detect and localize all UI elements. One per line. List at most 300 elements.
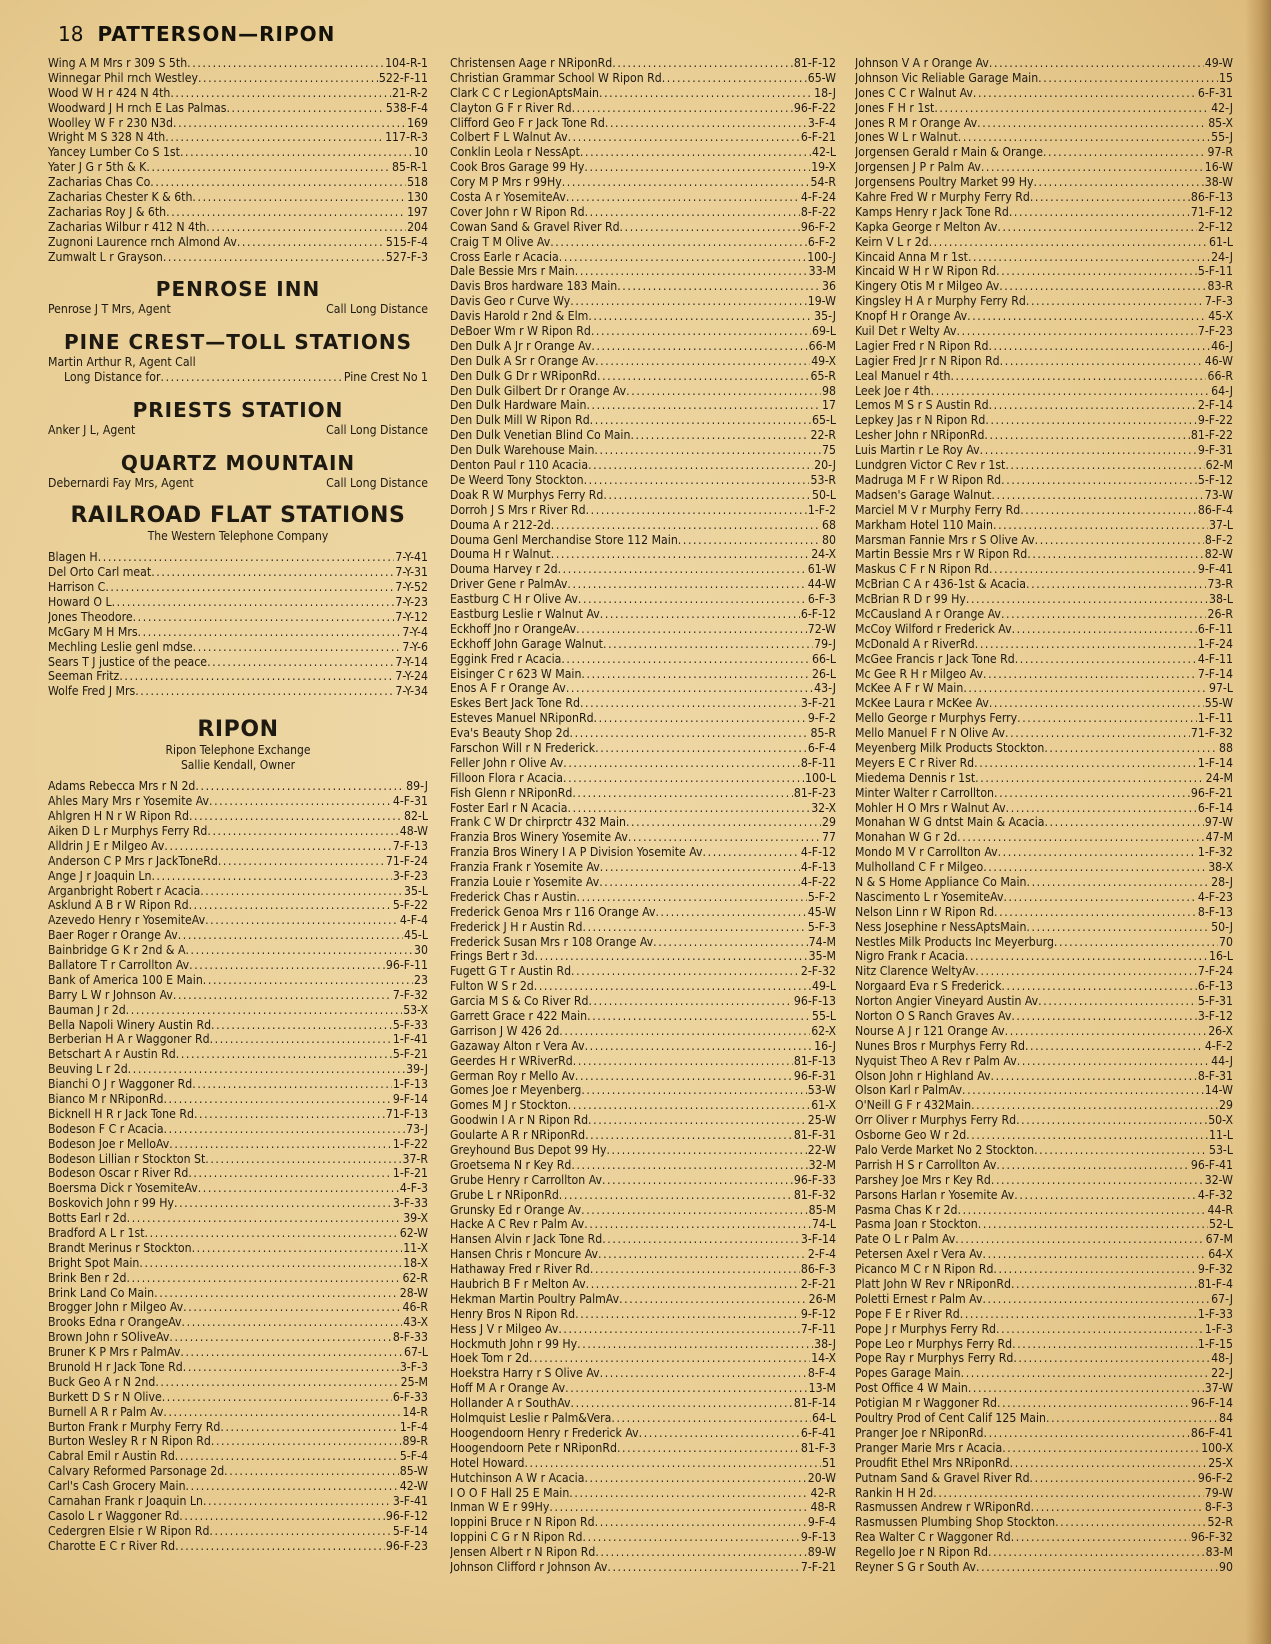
listing-row bbox=[855, 250, 1233, 265]
listing-number: 98 bbox=[822, 383, 836, 398]
leader-dots bbox=[176, 1047, 392, 1062]
leader-dots bbox=[626, 384, 821, 399]
leader-dots bbox=[599, 86, 813, 101]
listing-row bbox=[450, 458, 836, 473]
listing-number: 43-X bbox=[403, 1315, 428, 1330]
listing-row bbox=[48, 250, 428, 265]
listing-number: 21-R-2 bbox=[392, 85, 428, 100]
listing-row bbox=[855, 860, 1233, 875]
listing-row bbox=[855, 786, 1233, 801]
leader-dots bbox=[154, 1286, 399, 1301]
listing-name: Den Dulk A Jr r Orange Av bbox=[450, 338, 592, 353]
leader-dots bbox=[1016, 1113, 1207, 1128]
listing-row bbox=[855, 1069, 1233, 1084]
leader-dots bbox=[594, 443, 821, 458]
leader-dots bbox=[575, 264, 808, 279]
listing-row bbox=[855, 905, 1233, 920]
listing-number: 1-F-32 bbox=[1197, 845, 1233, 860]
listing-number: 8-F-33 bbox=[392, 1330, 428, 1345]
listing-name: Mechling Leslie genl mdse bbox=[48, 639, 193, 654]
leader-dots bbox=[187, 56, 384, 71]
listing-name: Foster Earl r N Acacia bbox=[450, 800, 568, 815]
listing-name: Lundgren Victor C Rev r 1st bbox=[855, 458, 1006, 473]
listing-name: Hoogendoorn Henry r Frederick Av bbox=[450, 1425, 639, 1440]
listing-row bbox=[855, 1217, 1233, 1232]
listing-name: Fugett G T r Austin Rd bbox=[450, 964, 572, 979]
listing-name: Leek Joe r 4th bbox=[855, 383, 931, 398]
listing-row bbox=[855, 711, 1233, 726]
listing-number: 35-M bbox=[808, 949, 836, 964]
listing-number: 25-W bbox=[807, 1113, 836, 1128]
leader-dots bbox=[583, 1530, 800, 1545]
leader-dots bbox=[559, 1024, 810, 1039]
listing-number: 9-F-14 bbox=[392, 1091, 428, 1106]
leader-dots bbox=[561, 652, 811, 667]
leader-dots bbox=[1014, 1188, 1197, 1203]
listing-row bbox=[450, 1009, 836, 1024]
listing-row bbox=[48, 1062, 428, 1077]
leader-dots bbox=[1020, 503, 1197, 518]
listing-row bbox=[855, 815, 1233, 830]
leader-dots bbox=[175, 1449, 399, 1464]
listing-number: 80 bbox=[822, 532, 836, 547]
listing-name: Nunes Bros r Murphys Ferry Rd bbox=[855, 1038, 1025, 1053]
listing-name: Farschon Will r N Frederick bbox=[450, 740, 596, 755]
listing-name: Ange J r Joaquin Ln bbox=[48, 868, 152, 883]
listing-name: Zacharias Chas Co bbox=[48, 175, 151, 190]
listing-row bbox=[855, 562, 1233, 577]
listing-name: Enos A F r Orange Av bbox=[450, 681, 566, 696]
listing-number: 4-F-32 bbox=[1197, 1187, 1233, 1202]
listing-row bbox=[450, 1054, 836, 1069]
listing-row bbox=[450, 696, 836, 711]
listing-row bbox=[450, 1381, 836, 1396]
listing-number: 65-L bbox=[811, 413, 836, 428]
listing-name: Bright Spot Main bbox=[48, 1255, 140, 1270]
listing-number: 32-X bbox=[811, 800, 836, 815]
leader-dots bbox=[194, 1107, 385, 1122]
listing-number: 19-X bbox=[811, 160, 836, 175]
listing-row bbox=[48, 973, 428, 988]
listing-name: Cory M P Mrs r 99Hy bbox=[450, 175, 562, 190]
listing-row bbox=[855, 637, 1233, 652]
listing-number: 3-F-21 bbox=[800, 696, 836, 711]
leader-dots bbox=[594, 711, 807, 726]
listing-row bbox=[48, 1047, 428, 1062]
listing-row bbox=[855, 1039, 1233, 1054]
listing-name: Eastburg Leslie r Walnut Av bbox=[450, 606, 600, 621]
leader-dots bbox=[994, 905, 1197, 920]
listing-name: Eskes Bert Jack Tone Rd bbox=[450, 696, 580, 711]
listing-number: 62-W bbox=[399, 1225, 428, 1240]
leader-dots bbox=[551, 547, 810, 562]
listing-row bbox=[48, 1375, 428, 1390]
listing-name: Proudfit Ethel Mrs NRiponRd bbox=[855, 1455, 1010, 1470]
leader-dots bbox=[169, 1330, 391, 1345]
leader-dots bbox=[585, 1039, 814, 1054]
listing-row bbox=[48, 684, 428, 699]
listing-number: 79-J bbox=[814, 636, 836, 651]
listing-number: 9-F-32 bbox=[1197, 1262, 1233, 1277]
listing-name: Mc Gee R H r Milgeo Av bbox=[855, 666, 983, 681]
listing-name: Monahan W G r 2d bbox=[855, 830, 958, 845]
listing-number: 96-F-32 bbox=[1190, 1530, 1233, 1545]
listing-row bbox=[855, 1292, 1233, 1307]
listing-number: 35-L bbox=[403, 883, 428, 898]
listing-number: 11-L bbox=[1208, 1128, 1233, 1143]
listing-number: 16-J bbox=[814, 1038, 836, 1053]
listing-number: 51 bbox=[822, 1455, 836, 1470]
listing-row bbox=[855, 756, 1233, 771]
listing-number: 6-F-12 bbox=[800, 606, 836, 621]
listing-name: Burnell A R r Palm Av bbox=[48, 1404, 164, 1419]
leader-dots bbox=[968, 250, 1210, 265]
listing-name: Christensen Aage r NRiponRd bbox=[450, 56, 613, 70]
listing-name: Buck Geo A r N 2nd bbox=[48, 1374, 156, 1389]
leader-dots bbox=[653, 935, 808, 950]
listing-row bbox=[855, 324, 1233, 339]
leader-dots bbox=[973, 86, 1197, 101]
listing-number: 5-F-22 bbox=[392, 898, 428, 913]
listing-number: 73-J bbox=[406, 1121, 428, 1136]
listing-row bbox=[855, 398, 1233, 413]
listing-number: 7-F-3 bbox=[1204, 294, 1233, 309]
leader-dots bbox=[595, 741, 807, 756]
listing-row bbox=[450, 949, 836, 964]
listing-number: 83-R bbox=[1207, 279, 1233, 294]
leader-dots bbox=[174, 1196, 392, 1211]
leader-dots bbox=[703, 845, 800, 860]
listing-name: Jensen Albert r N Ripon Rd bbox=[450, 1545, 596, 1560]
listing-row bbox=[855, 801, 1233, 816]
listing-row bbox=[855, 920, 1233, 935]
listing-name: Frederick Susan Mrs r 108 Orange Av bbox=[450, 934, 654, 949]
listing-number: 38-X bbox=[1208, 860, 1233, 875]
listing-name: Nascimento L r YosemiteAv bbox=[855, 889, 1004, 904]
listing-row bbox=[48, 565, 428, 580]
listing-row bbox=[450, 592, 836, 607]
listing-row bbox=[450, 145, 836, 160]
listing-name: Cedergren Elsie r W Ripon Rd bbox=[48, 1523, 210, 1538]
listing-name: Berberian H A r Waggoner Rd bbox=[48, 1032, 210, 1047]
listing-number: 23 bbox=[414, 972, 428, 987]
leader-dots bbox=[929, 235, 1208, 250]
listing-row bbox=[855, 1247, 1233, 1262]
listing-name: Goularte A R r NRiponRd bbox=[450, 1128, 586, 1143]
listing-name: Frederick J H r Austin Rd bbox=[450, 919, 583, 934]
listing-number: 15 bbox=[1219, 70, 1233, 85]
listing-name: Leal Manuel r 4th bbox=[855, 368, 951, 383]
listing-row bbox=[855, 696, 1233, 711]
leader-dots bbox=[185, 943, 413, 958]
listing-number: 8-F-22 bbox=[800, 204, 836, 219]
listing-name: N & S Home Appliance Co Main bbox=[855, 874, 1027, 889]
leader-dots bbox=[1017, 711, 1197, 726]
leader-dots bbox=[573, 1054, 793, 1069]
leader-dots bbox=[934, 101, 1210, 116]
leader-dots bbox=[206, 220, 406, 235]
listing-number: 11-X bbox=[403, 1240, 428, 1255]
leader-dots bbox=[591, 339, 807, 354]
listing-number: 68 bbox=[822, 517, 836, 532]
leader-dots bbox=[1046, 1411, 1218, 1426]
listing-row bbox=[855, 369, 1233, 384]
leader-dots bbox=[976, 1560, 1218, 1575]
listing-row bbox=[855, 101, 1233, 116]
listing-row bbox=[450, 1113, 836, 1128]
listing-row bbox=[450, 1203, 836, 1218]
listing-row bbox=[450, 533, 836, 548]
listing-number: 22-W bbox=[807, 1143, 836, 1158]
leader-dots bbox=[559, 250, 806, 265]
leader-dots bbox=[175, 1539, 385, 1554]
listing-row bbox=[48, 779, 428, 794]
listing-row bbox=[48, 1345, 428, 1360]
leader-dots bbox=[1026, 577, 1206, 592]
listing-row bbox=[855, 741, 1233, 756]
listing-row bbox=[855, 1486, 1233, 1501]
listing-number: 67-M bbox=[1205, 1232, 1233, 1247]
listing-row bbox=[450, 1560, 836, 1575]
leader-dots bbox=[1009, 205, 1190, 220]
listing-number: 89-J bbox=[406, 779, 428, 794]
listing-name: McGary M H Mrs bbox=[48, 624, 138, 639]
listing-number: 20-J bbox=[814, 458, 836, 473]
listing-row bbox=[450, 398, 836, 413]
leader-dots bbox=[1002, 1441, 1200, 1456]
leader-dots bbox=[620, 220, 800, 235]
listing-row bbox=[48, 824, 428, 839]
listing-number: 5-F-11 bbox=[1197, 264, 1233, 279]
listing-number: 6-F-13 bbox=[1197, 979, 1233, 994]
leader-dots bbox=[127, 1211, 403, 1226]
listing-row bbox=[450, 771, 836, 786]
listing-number: 100-L bbox=[805, 770, 836, 785]
leader-dots bbox=[1006, 801, 1197, 816]
listing-number: 50-X bbox=[1208, 1113, 1233, 1128]
leader-dots bbox=[931, 384, 1211, 399]
leader-dots bbox=[602, 1232, 800, 1247]
listing-number: 90 bbox=[1219, 1559, 1233, 1574]
listing-row bbox=[855, 294, 1233, 309]
listing-row bbox=[855, 652, 1233, 667]
leader-dots bbox=[563, 756, 800, 771]
listing-name: Frederick Genoa Mrs r 116 Orange Av bbox=[450, 904, 656, 919]
listing-row bbox=[48, 1196, 428, 1211]
listing-row bbox=[48, 794, 428, 809]
listing-number: 1-F-2 bbox=[807, 502, 836, 517]
listing-number: 67-J bbox=[1211, 1291, 1233, 1306]
listing-number: 7-Y-41 bbox=[395, 550, 428, 565]
listing-row bbox=[450, 1098, 836, 1113]
listing-number: 5-F-2 bbox=[807, 889, 836, 904]
leader-dots bbox=[581, 1083, 806, 1098]
listing-number: 38-L bbox=[1208, 592, 1233, 607]
listing-row bbox=[48, 1181, 428, 1196]
listing-number: 69-L bbox=[811, 324, 836, 339]
listing-number: 9-F-2 bbox=[807, 711, 836, 726]
listing-row bbox=[48, 913, 428, 928]
listing-name: Rasmussen Plumbing Shop Stockton bbox=[855, 1515, 1056, 1530]
listing-number: 96-F-33 bbox=[793, 1172, 836, 1187]
leader-dots bbox=[550, 235, 807, 250]
listing-row bbox=[450, 1471, 836, 1486]
leader-dots bbox=[211, 1018, 392, 1033]
listing-number: 4-F-13 bbox=[800, 860, 836, 875]
listing-row bbox=[450, 786, 836, 801]
leader-dots bbox=[950, 369, 1206, 384]
leader-dots bbox=[998, 845, 1197, 860]
listing-name: Hockmuth John r 99 Hy bbox=[450, 1336, 578, 1351]
listing-row bbox=[450, 652, 836, 667]
listing-row bbox=[48, 1256, 428, 1271]
listing-row bbox=[855, 845, 1233, 860]
listing-name: Den Dulk A Sr r Orange Av bbox=[450, 353, 596, 368]
pinecrest-line1: Martin Arthur R, Agent Call bbox=[48, 355, 196, 370]
listing-row bbox=[450, 860, 836, 875]
leader-dots bbox=[170, 86, 391, 101]
listing-row bbox=[450, 294, 836, 309]
listing-number: 2-F-12 bbox=[1197, 219, 1233, 234]
listing-name: Olson John r Highland Av bbox=[855, 1068, 991, 1083]
listing-row bbox=[855, 1545, 1233, 1560]
listing-row bbox=[855, 622, 1233, 637]
listing-row bbox=[855, 1054, 1233, 1069]
listing-number: 86-F-3 bbox=[800, 1262, 836, 1277]
listing-row bbox=[48, 71, 428, 86]
leader-dots bbox=[994, 786, 1190, 801]
railroad-subtitle: The Western Telephone Company bbox=[147, 529, 329, 544]
listing-row bbox=[48, 160, 428, 175]
listing-name: Wolfe Fred J Mrs bbox=[48, 684, 136, 699]
listing-number: 26-M bbox=[808, 1291, 836, 1306]
listing-number: 7-Y-6 bbox=[402, 639, 428, 654]
leader-dots bbox=[1013, 1351, 1210, 1366]
listing-number: 515-F-4 bbox=[385, 234, 428, 249]
listing-number: 38-J bbox=[814, 1336, 836, 1351]
listing-number: 4-F-12 bbox=[800, 845, 836, 860]
listing-name: Madsen's Garage Walnut bbox=[855, 487, 992, 502]
listing-number: 18-X bbox=[403, 1255, 428, 1270]
listing-name: Hotel Howard bbox=[450, 1455, 525, 1470]
listing-row bbox=[855, 1351, 1233, 1366]
listing-number: 96-F-31 bbox=[793, 1068, 836, 1083]
listing-number: 81-F-22 bbox=[1190, 428, 1233, 443]
leader-dots bbox=[1015, 652, 1197, 667]
listing-name: Hollander A r SouthAv bbox=[450, 1396, 571, 1411]
listing-name: Kingery Otis M r Milgeo Av bbox=[855, 279, 1000, 294]
listing-name: Lepkey Jas r N Ripon Rd bbox=[855, 413, 986, 428]
leader-dots bbox=[974, 756, 1197, 771]
listing-name: Grunsky Ed r Orange Av bbox=[450, 1202, 582, 1217]
leader-dots bbox=[588, 309, 813, 324]
leader-dots bbox=[189, 809, 403, 824]
listing-row bbox=[855, 1456, 1233, 1471]
leader-dots bbox=[164, 839, 391, 854]
listing-number: 61-W bbox=[807, 562, 836, 577]
listing-number: 20-W bbox=[807, 1470, 836, 1485]
listing-row bbox=[450, 324, 836, 339]
listing-name: Wing A M Mrs r 309 S 5th bbox=[48, 56, 188, 70]
listing-number: 97-R bbox=[1207, 145, 1233, 160]
listing-name: Craig T M Olive Av bbox=[450, 234, 551, 249]
listing-number: 9-F-22 bbox=[1197, 413, 1233, 428]
listing-row bbox=[855, 935, 1233, 950]
leader-dots bbox=[576, 622, 807, 637]
leader-dots bbox=[180, 1345, 403, 1360]
leader-dots bbox=[535, 949, 808, 964]
listing-name: Mondo M V r Carrollton Av bbox=[855, 845, 998, 860]
leader-dots bbox=[989, 696, 1204, 711]
listing-number: 55-W bbox=[1204, 696, 1233, 711]
leader-dots bbox=[566, 190, 800, 205]
listing-row bbox=[855, 175, 1233, 190]
listing-row bbox=[48, 1122, 428, 1137]
leader-dots bbox=[963, 681, 1208, 696]
listing-name: Davis Bros hardware 183 Main bbox=[450, 279, 618, 294]
listing-row bbox=[48, 1003, 428, 1018]
listing-number: 3-F-4 bbox=[807, 115, 836, 130]
leader-dots bbox=[571, 1396, 793, 1411]
listing-name: Wright M S 328 N 4th bbox=[48, 130, 166, 145]
leader-dots bbox=[1030, 1471, 1197, 1486]
listing-name: Frank C W Dr chirprctr 432 Main bbox=[450, 815, 626, 830]
listing-row bbox=[48, 86, 428, 101]
listing-name: Zacharias Chester K & 6th bbox=[48, 190, 193, 205]
listing-name: Harrison C bbox=[48, 580, 106, 595]
leader-dots bbox=[975, 964, 1196, 979]
listing-row bbox=[855, 160, 1233, 175]
leader-dots bbox=[960, 1307, 1197, 1322]
listing-name: Christian Grammar School W Ripon Rd bbox=[450, 70, 662, 85]
listing-name: Parshey Joe Mrs r Key Rd bbox=[855, 1172, 991, 1187]
listing-number: 117-R-3 bbox=[385, 130, 428, 145]
penrose-agent-row bbox=[48, 302, 428, 317]
listing-name: Markham Hotel 110 Main bbox=[855, 517, 993, 532]
listing-name: Alldrin J E r Milgeo Av bbox=[48, 838, 165, 853]
listing-number: 46-R bbox=[402, 1300, 428, 1315]
listing-row bbox=[450, 413, 836, 428]
listing-name: Kincaid W H r W Ripon Rd bbox=[855, 264, 997, 279]
leader-dots bbox=[999, 279, 1206, 294]
leader-dots bbox=[617, 279, 821, 294]
listing-name: Cover John r W Ripon Rd bbox=[450, 204, 585, 219]
listing-row bbox=[450, 473, 836, 488]
listing-row bbox=[855, 309, 1233, 324]
listing-row bbox=[450, 1232, 836, 1247]
listing-name: Eastburg C H r Olive Av bbox=[450, 592, 578, 607]
leader-dots bbox=[988, 339, 1210, 354]
listing-number: 7-Y-12 bbox=[395, 609, 428, 624]
leader-dots bbox=[989, 562, 1197, 577]
listing-row bbox=[855, 413, 1233, 428]
listing-row bbox=[450, 667, 836, 682]
listing-name: Pranger Marie Mrs r Acacia bbox=[855, 1440, 1003, 1455]
leader-dots bbox=[997, 1396, 1190, 1411]
listing-name: Pope J r Murphys Ferry Rd bbox=[855, 1321, 997, 1336]
listing-row bbox=[450, 1188, 836, 1203]
listing-row bbox=[855, 458, 1233, 473]
listing-name: Zugnoni Laurence rnch Almond Av bbox=[48, 234, 237, 249]
listing-row bbox=[855, 949, 1233, 964]
page-header bbox=[58, 22, 335, 48]
listing-number: 82-L bbox=[403, 809, 428, 824]
listing-number: 527-F-3 bbox=[385, 249, 428, 264]
leader-dots bbox=[989, 56, 1204, 71]
leader-dots bbox=[957, 830, 1204, 845]
listing-number: 89-R bbox=[402, 1434, 428, 1449]
listing-row bbox=[855, 116, 1233, 131]
